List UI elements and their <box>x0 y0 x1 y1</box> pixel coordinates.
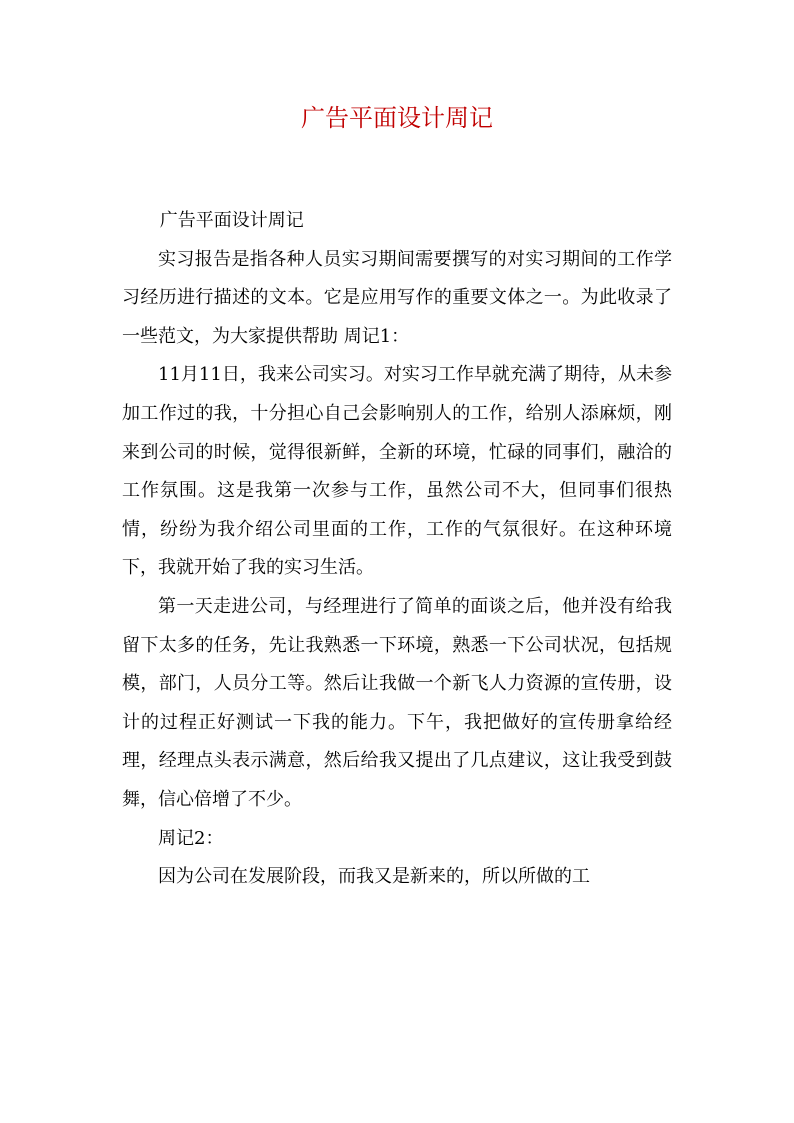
document-subtitle: 广告平面设计周记 <box>159 210 304 231</box>
paragraph-week1-day1: 11月11日，我来公司实习。对实习工作早就充满了期待，从未参加工作过的我，十分担心自己会影响别人的工作，给别人添麻烦，刚来到公司的时候，觉得很新鲜，全新的环境，忙碌的同事们，融洽的工作氛围。这是我第一次参与工作，虽然公司不大，但同事们很热情，纷纷为我介绍公司里面的工作，工作的气氛很好。在这种环境下，我就开始了我的实习生活。 <box>122 364 672 579</box>
paragraph-week1-first-day: 第一天走进公司，与经理进行了简单的面谈之后，他并没有给我留下太多的任务，先让我熟悉一下环境，熟悉一下公司状况，包括规模，部门，人员分工等。然后让我做一个新飞人力资源的宣传册，设计的过程正好测试一下我的能力。下午，我把做好的宣传册拿给经理，经理点头表示满意，然后给我又提出了几点建议，这让我受到鼓舞，信心倍增了不少。 <box>122 595 672 810</box>
document-title: 广告平面设计周记 <box>301 104 493 132</box>
paragraph-week2: 因为公司在发展阶段，而我又是新来的，所以所做的工 <box>158 866 590 888</box>
document-body <box>122 202 672 897</box>
paragraph-intro: 实习报告是指各种人员实习期间需要撰写的对实习期间的工作学习经历进行描述的文本。它是应用写作的重要文体之一。为此收录了一些范文，为大家提供帮助 周记1： <box>122 248 672 347</box>
week2-heading: 周记2： <box>158 827 224 849</box>
